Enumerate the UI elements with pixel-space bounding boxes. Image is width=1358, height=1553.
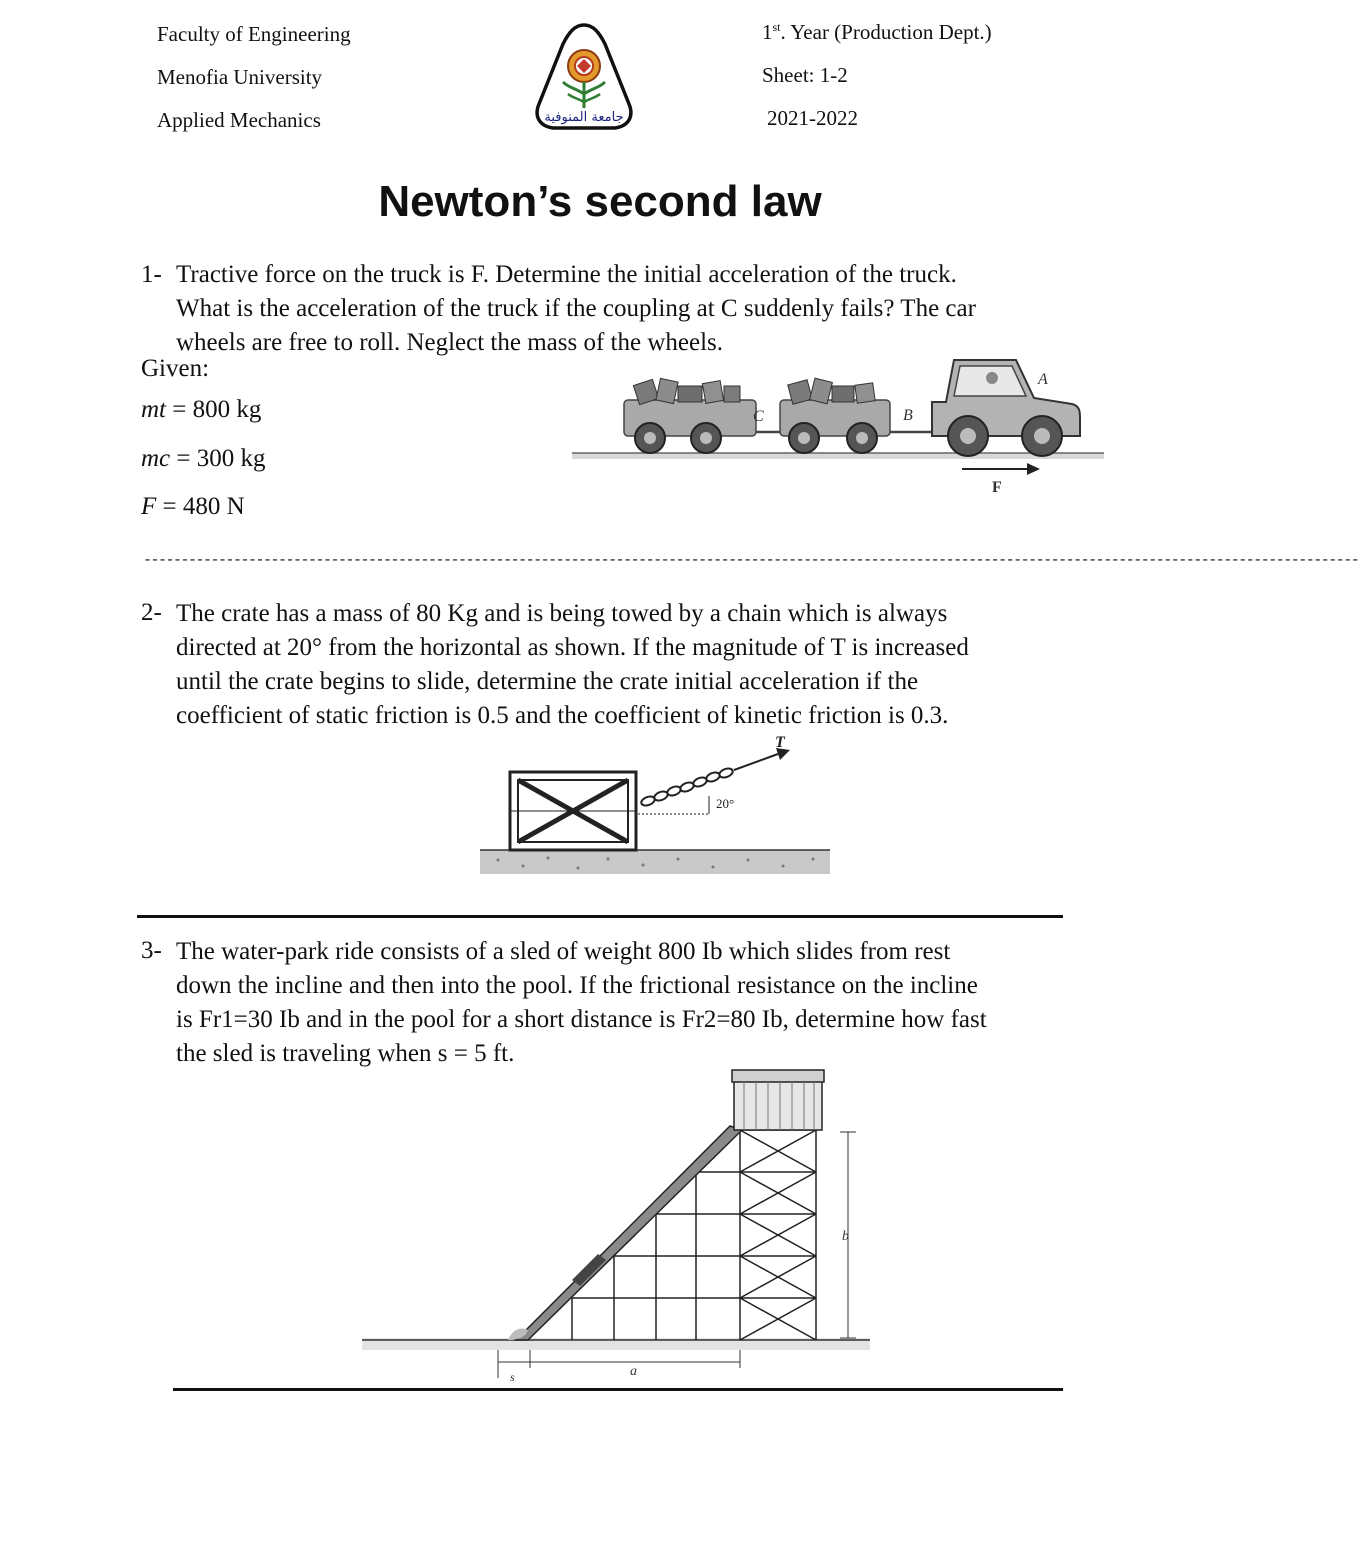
question-2-text — [176, 597, 1060, 733]
truck — [932, 360, 1080, 456]
crate-figure — [478, 732, 834, 884]
force-arrow-icon — [1027, 463, 1040, 475]
year-dept: . Year (Production Dept.) — [780, 20, 992, 44]
label-c: C — [753, 408, 764, 425]
label-a: A — [1038, 371, 1048, 388]
question-1-number: 1- — [141, 261, 162, 288]
label-a: a — [630, 1364, 637, 1379]
tower-roof — [732, 1070, 824, 1130]
given-value: = 300 kg — [170, 445, 266, 472]
question-3-line: is Fr1=30 Ib and in the pool for a short distance is Fr2=80 Ib, determine how fast — [176, 1006, 987, 1033]
question-3-line: The water-park ride consists of a sled of weight 800 Ib which slides from rest — [176, 938, 951, 965]
given-symbol: mt — [141, 396, 166, 423]
year-label — [762, 19, 992, 45]
divider-rule — [173, 1388, 1063, 1391]
question-separator: ------------------------------------------------------------------------------------------------------------------------------------------------------------------ — [143, 552, 1358, 569]
academic-year: 2021-2022 — [767, 106, 858, 130]
label-angle: 20° — [716, 796, 735, 811]
label-s: s — [510, 1370, 515, 1384]
page-title: Newton’s second law — [378, 177, 822, 226]
given-symbol: mc — [141, 445, 171, 472]
question-2-line: until the crate begins to slide, determine the crate initial acceleration if the — [176, 668, 919, 695]
slide-incline — [516, 1126, 742, 1340]
question-1-line: wheels are free to roll. Neglect the mass of the wheels. — [176, 329, 724, 356]
given-label: Given: — [141, 355, 210, 382]
given-value: = 480 N — [156, 493, 245, 520]
divider-rule — [137, 915, 1063, 918]
year-suffix: st — [772, 20, 781, 34]
question-2-number: 2- — [141, 599, 162, 626]
question-2-line: The crate has a mass of 80 Kg and is being towed by a chain which is always — [176, 600, 948, 627]
question-1-line: Tractive force on the truck is F. Determine the initial acceleration of the truck. — [176, 261, 957, 288]
given-value: = 800 kg — [166, 396, 262, 423]
year-number: 1 — [762, 20, 773, 44]
label-f: F — [992, 479, 1002, 496]
question-3-line: the sled is traveling when s = 5 ft. — [176, 1040, 515, 1067]
label-b: b — [842, 1229, 849, 1244]
trailer-1 — [624, 378, 756, 453]
waterpark-figure — [358, 1068, 874, 1384]
question-3-number: 3- — [141, 937, 162, 964]
trailer-2 — [780, 378, 890, 453]
given-mt — [141, 395, 261, 425]
university-name: Menofia University — [157, 65, 323, 89]
question-3-line: down the incline and then into the pool. If the frictional resistance on the incline — [176, 972, 978, 999]
faculty-name: Faculty of Engineering — [157, 22, 351, 46]
truck-figure — [572, 352, 1104, 498]
question-3-text — [176, 935, 1060, 1071]
university-logo — [533, 22, 635, 134]
sheet-number: Sheet: 1-2 — [762, 63, 848, 87]
course-name: Applied Mechanics — [157, 108, 321, 132]
question-2-line: coefficient of static friction is 0.5 and the coefficient of kinetic friction is 0.3. — [176, 702, 949, 729]
crate — [510, 772, 636, 850]
label-b: B — [903, 407, 913, 424]
question-1-text — [176, 258, 1060, 360]
question-2-line: directed at 20° from the horizontal as shown. If the magnitude of T is increased — [176, 634, 969, 661]
given-mc — [141, 444, 266, 474]
given-f — [141, 492, 245, 522]
sled — [572, 1254, 606, 1286]
question-1-line: What is the acceleration of the truck if the coupling at C suddenly fails? The car — [176, 295, 976, 322]
given-symbol: F — [141, 493, 157, 520]
logo-text: جامعة المنوفية — [544, 110, 624, 125]
label-t: T — [775, 734, 785, 751]
